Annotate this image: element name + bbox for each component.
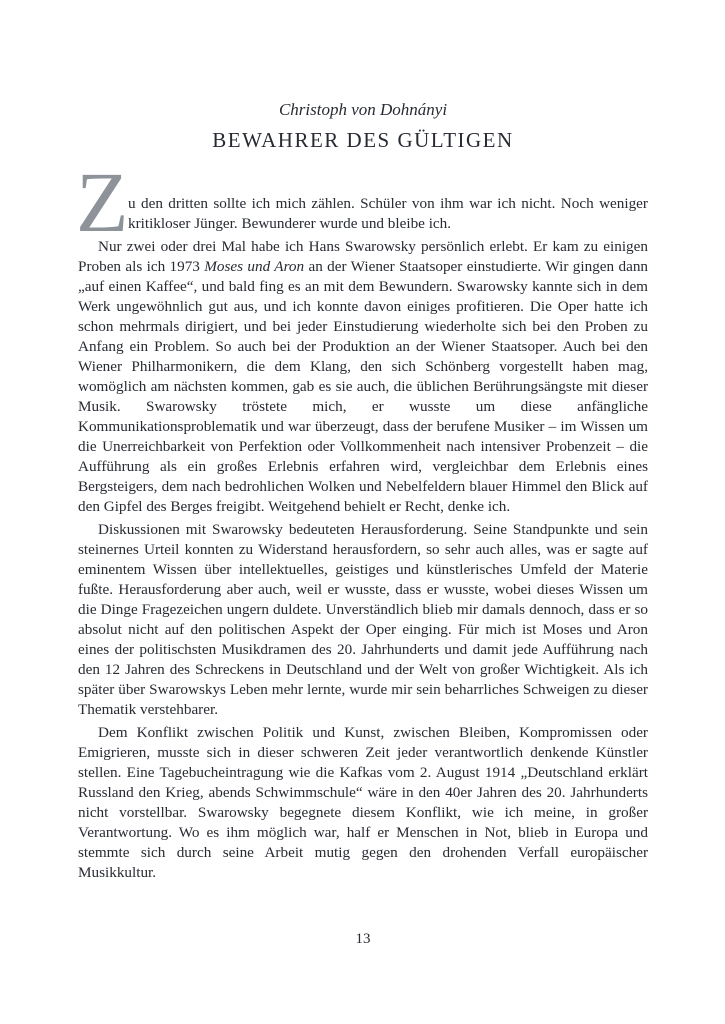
body-text [76,154,649,883]
paragraph-3: Diskussionen mit Swarowsky bedeuteten Herausforderung. Seine Standpunkte und sein steinernes Urteil konnten zu Widerstand herausfordern, so sehr auch alles, was er sagte auf eminentem Wissen über intellektuelles, geistiges und künstlerisches Umfeld der Materie fußte. Herausforderung aber auch, weil er wusste, dass er wusste, wobei dieses Wissen um die Dinge Fragezeichen ungern duldete. Unverständlich blieb mir damals dennoch, dass er so absolut nicht auf den politischen Aspekt der Oper einging. Für mich ist Moses und Aron eines der politischsten Musikdramen des 20. Jahrhunderts und damit jede Aufführung nach den 12 Jahren des Schreckens in Deutschland und der Welt von großer Wichtigkeit. Als ich später über Swarowskys Leben mehr lernte, wurde mir sein beharrliches Schweigen zu dieser Thematik verstehbarer. [78,521,648,718]
paragraph-2-text-after: an der Wiener Staatsoper einstudierte. Wir gingen dann „auf einen Kaffee“, und bald fing es an mit dem Bewundern. Swarowsky kannte sich in dem Werk ungewöhnlich gut aus, und ich konnte davon einiges profitieren. Die Oper hatte ich schon mehrmals dirigiert, und bei jeder Einstudierung wiederholte sich bei den Proben zu Anfang ein Problem. So auch bei der Produktion an der Wiener Staatsoper. Auch bei den Wiener Philharmonikern, die dem Klang, den sich Schönberg vorgestellt haben mag, womöglich am nächsten kommen, gab es sie auch, die üblichen Berührungsängste mit dieser Musik. Swarowsky tröstete mich, er wusste um diese anfängliche Kommunikationsproblematik und war überzeugt, dass der berufene Musiker – im Wissen um die Unerreichbarkeit von Perfektion oder Vollkommenheit nach intensiver Probenzeit – die Aufführung als ein großes Erlebnis erfahren wird, vergleichbar dem Erlebnis eines Bergsteigers, dem nach bedrohlichen Wolken und Nebelfeldern blauer Himmel den Blick auf den Gipfel des Berges freigibt. Weitgehend behielt er Recht, denke ich. [78,258,649,515]
page-footer [78,931,648,948]
paragraph-2-text-before: Nur zwei oder drei Mal habe ich Hans Swarowsky persönlich erlebt. Er kam zu einigen Proben als ich 1973 [78,238,648,275]
paragraph-1 [76,154,648,250]
paragraph-2 [78,237,648,517]
paragraph-1-text: u den dritten sollte ich mich zählen. Schüler von ihm war ich nicht. Noch weniger kritikloser Jünger. Bewunderer wurde und bleibe ich. [128,195,648,232]
chapter-title: BEWAHRER DES GÜLTIGEN [212,128,514,153]
chapter-heading [78,99,648,153]
chapter-author: Christoph von Dohnányi [278,100,448,119]
work-title-italic: Moses und Aron [204,258,305,275]
paragraph-4: Dem Konflikt zwischen Politik und Kunst, zwischen Bleiben, Kompromissen oder Emigrieren, musste sich in dieser schweren Zeit jeder verantwortlich denkende Künstler stellen. Eine Tagebucheintragung wie die Kafkas vom 2. August 1914 „Deutschland erklärt Russland den Krieg, abends Schwimmschule“ wäre in den 40er Jahren des 20. Jahrhunderts nicht vorstellbar. Swarowsky begegnete diesem Konflikt, wie ich meine, in großer Verantwortung. Wo es ihm möglich war, half er Menschen in Not, blieb in Europa und stemmte sich durch seine Arbeit mutig gegen den drohenden Verfall europäischer Musikkultur. [78,724,648,881]
dropcap-letter: Z [76,154,129,250]
page-number: 13 [355,931,371,947]
